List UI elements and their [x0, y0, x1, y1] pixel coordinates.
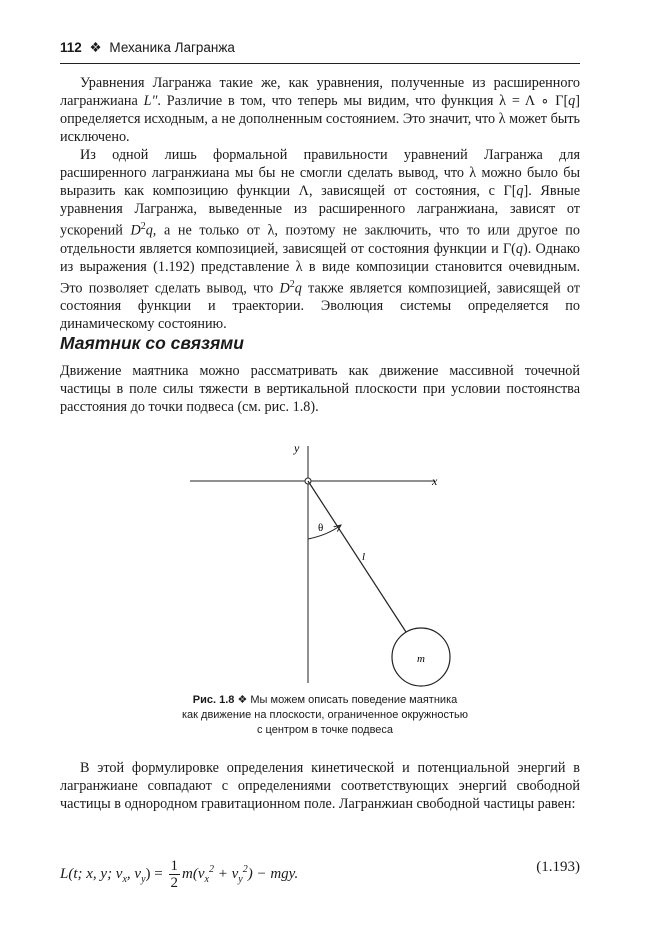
- caption-line-2: как движение на плоскости, ограниченное окружностью: [181, 709, 469, 721]
- equation-1-193: [60, 848, 580, 891]
- page-number: 112: [60, 40, 82, 55]
- fraction: $\frac{1}{2}$: [170, 858, 179, 891]
- body-text-bottom: [60, 759, 580, 813]
- paragraph-section: Движение маятника можно рассматривать как движение массивной точечной частицы в поле силы тяжести в вертикальной плоскости при условии постоянства расстояния до точки подвеса (см. рис. 1.8).: [60, 363, 580, 415]
- page-header: [60, 40, 580, 64]
- header-separator-icon: ❖: [89, 40, 102, 55]
- header-rule: [60, 63, 580, 64]
- caption-separator-icon: ❖: [237, 694, 248, 706]
- section-title: Маятник со связями: [60, 333, 244, 353]
- figure-caption: [110, 693, 540, 738]
- paragraph-bottom: В этой формулировке определения кинетической и потенциальной энергий в лагранжиане совпадают с определениями соответствующих энергий свободной частицы в однородном гравитационном поле. Лагранжиан свободной частицы равен:: [60, 760, 580, 812]
- caption-line-1: Мы можем описать поведение маятника: [250, 694, 458, 706]
- y-axis-label: y: [294, 441, 300, 455]
- x-axis-label: x: [432, 474, 438, 488]
- equation-body: L(t; x, y; $v_x$, $v_y$) = $\frac{1}{2}$ $m(v_x^2 + v_y^2)$ − mgy.: [60, 858, 299, 891]
- paragraph-top-1: Уравнения Лагранжа такие же, как уравнения, полученные из расширенного лагранжиана L″. Различие в том, что теперь мы видим, что функция λ = Λ ∘ Γ[q] определяется исходным, а не дополненным состоянием. Это значит, что λ может быть исключено.: [60, 75, 580, 145]
- pendulum-figure: [180, 428, 480, 688]
- body-text-top: [60, 74, 580, 333]
- pendulum-rod: [308, 481, 406, 632]
- chapter-title: Механика Лагранжа: [109, 40, 235, 55]
- body-text-section: [60, 362, 580, 416]
- equation-number: (1.193): [536, 859, 580, 875]
- angle-label: θ: [318, 522, 324, 534]
- mass-label: m: [417, 653, 425, 665]
- angle-arc: [308, 525, 341, 539]
- paragraph-top-2: Из одной лишь формальной правильности уравнений Лагранжа для расширенного лагранжиана мы бы не смогли сделать вывод, что λ можно было бы выразить как композицию функции Λ, зависящей от состояния, с Γ[q]. Явные уравнения Лагранжа, выведенные из расширенного лагранжиана, зависят от ускорений $D^2q$, а не только от λ, поэтому не заключить, что то или другое по отдельности является композицией, зависящей от состояния функции и Γ(q). Однако из выражения (1.192) представление λ в виде композиции становится очевидным. Это позволяет сделать вывод, что $D^2q$ также является композицией, зависящей от состояния функции и траектории. Эволюция системы определяется по динамическому состоянию.: [60, 147, 580, 333]
- caption-line-3: с центром в точке подвеса: [256, 724, 394, 736]
- length-label: l: [362, 551, 366, 563]
- figure-label: Рис. 1.8: [192, 694, 235, 706]
